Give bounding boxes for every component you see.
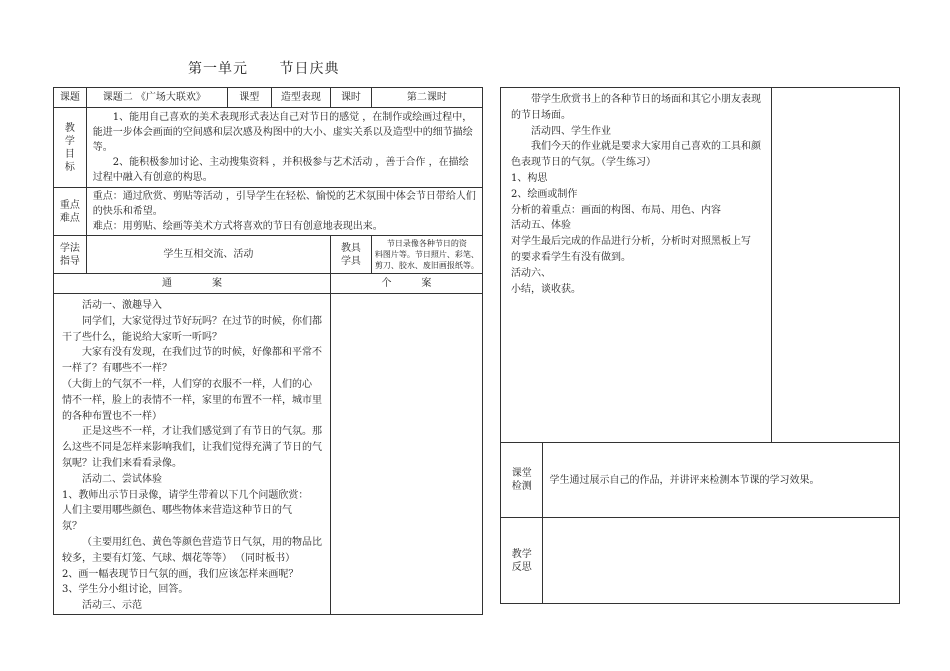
unit-title: 第一单元 <box>188 61 248 77</box>
text-line: 活动六、 <box>511 267 551 279</box>
check-value: 学生通过展示自己的作品，并讲评来检测本节课的学习效果。 <box>543 443 900 518</box>
method-row <box>54 236 483 274</box>
text-line: 正是这些不一样，才让我们感觉到了有节日的气氛。那 <box>82 426 322 438</box>
method-value: 学生互相交流、活动 <box>86 236 330 274</box>
text-line: 1、构思 <box>511 172 548 184</box>
goals-row <box>54 108 483 188</box>
tools-value: 节日录像各种节日的资 料图片等。节日照片、彩笔、 剪刀、胶水、废旧画报纸等。 <box>371 236 482 274</box>
course-value: 课题二 《广场大联欢》 <box>86 88 227 108</box>
text-line: 的要求看学生有没有做到。 <box>511 251 631 263</box>
text-line: 的节日场面。 <box>511 109 571 121</box>
text-line: 同学们，大家觉得过节好玩吗？在过节的时候，你们都 <box>82 315 322 327</box>
text-line: （主要用红色、黄色等颜色营造节日气氛，用的物品比 <box>82 536 322 548</box>
text-line: 2、画一幅表现节日气氛的画，我们应该怎样来画呢？ <box>62 568 299 580</box>
goals-content: 1、能用自己喜欢的美术表现形式表达自己对节日的感觉 ，在制作或绘画过程中， 能进一步体会画面的空间感和层次感及构图中的大小、虚实关系以及造型中的细节描绘 等。 2、能积极参加讨论、主动搜集资料 ，并积极参与艺术活动 ，善于合作 ，在描绘 过程中融入有创意的构思。 <box>86 108 482 188</box>
text-line: 较多，主要有灯笼、气球、烟花等等） （同时板书） <box>62 552 296 564</box>
key-points-row <box>54 188 483 236</box>
text-line: 对学生最后完成的作品进行分析，分析时对照黑板上写 <box>511 236 751 248</box>
method-label: 学法 指导 <box>54 236 87 274</box>
text-line: 人们主要用哪些颜色、哪些物体来营造这种节日的气 <box>62 505 292 517</box>
key-points-content: 重点：通过欣赏、剪贴等活动 ，引导学生在轻松、愉悦的艺术氛围中体会节日带给人们 的快乐和希望。 难点：用剪贴、绘画等美术方式将喜欢的节日有创意地表现出来。 <box>86 188 482 236</box>
type-label: 课型 <box>227 88 271 108</box>
right-body-row <box>501 88 900 443</box>
text-line: 活动三、示范 <box>82 600 142 612</box>
lesson-plan-left-table <box>53 87 483 615</box>
text-line: 一样了？有哪些不一样？ <box>62 363 172 375</box>
text-line: 活动二、尝试体验 <box>82 473 162 485</box>
text-line: 3、学生分小组讨论，回答。 <box>62 584 189 596</box>
check-row <box>501 443 900 518</box>
text-line: 氛呢？让我们来看看录像。 <box>62 457 182 469</box>
text-line: 我们今天的作业就是要求大家用自己喜欢的工具和颜 <box>531 141 761 153</box>
right-personal-plan-body <box>772 88 900 443</box>
text-line: 大家有没有发现，在我们过节的时候，好像都和平常不 <box>82 347 322 359</box>
text-line: 分析的着重点：画面的构图、布局、用色、内容 <box>511 204 721 216</box>
text-line: 活动一、激趣导入 <box>82 300 162 311</box>
text-line: 情不一样，脸上的表情不一样，家里的布置不一样，城市里 <box>62 394 322 406</box>
text-line: 带学生欣赏书上的各种节日的场面和其它小朋友表现 <box>531 94 761 105</box>
check-label: 课堂 检测 <box>501 443 543 518</box>
text-line: 的各种布置也不一样） <box>62 410 162 422</box>
personal-plan-body <box>331 294 483 615</box>
text-line: 干了些什么，能说给大家听一听吗？ <box>62 331 222 343</box>
reflection-row <box>501 518 900 604</box>
text-line: 么这些不同是怎样来影响我们，让我们觉得充满了节日的气 <box>62 442 322 454</box>
text-line: 2、绘画或制作 <box>511 188 578 200</box>
plan-body-row <box>54 294 483 615</box>
text-line: 活动四、学生作业 <box>531 125 611 137</box>
text-line: 氛？ <box>62 521 82 533</box>
personal-plan-header: 个 案 <box>331 274 483 294</box>
period-value: 第二课时 <box>371 88 482 108</box>
page-title <box>188 58 365 78</box>
common-plan-header: 通 案 <box>54 274 331 294</box>
reflection-value <box>543 518 900 604</box>
course-label: 课题 <box>54 88 87 108</box>
type-value: 造型表现 <box>271 88 330 108</box>
text-line: 活动五、体验 <box>511 220 571 232</box>
plan-header-row <box>54 274 483 294</box>
goals-label: 教 学 目 标 <box>54 108 87 188</box>
text-line: （大街上的气氛不一样，人们穿的衣服不一样，人们的心 <box>62 378 312 390</box>
text-line: 小结，谈收获。 <box>511 283 581 295</box>
topic-title: 节日庆典 <box>279 61 340 77</box>
key-points-label: 重点 难点 <box>54 188 87 236</box>
lesson-plan-right-table <box>500 87 900 604</box>
right-common-plan-body <box>501 88 772 443</box>
text-line: 色表现节日的气氛。（学生练习） <box>511 157 656 169</box>
tools-label: 教具 学具 <box>331 236 372 274</box>
text-line: 1、教师出示节日录像，请学生带着以下几个问题欣赏： <box>62 489 309 501</box>
reflection-label: 教学 反思 <box>501 518 543 604</box>
common-plan-body <box>54 294 331 615</box>
period-label: 课时 <box>331 88 372 108</box>
info-row <box>54 88 483 108</box>
